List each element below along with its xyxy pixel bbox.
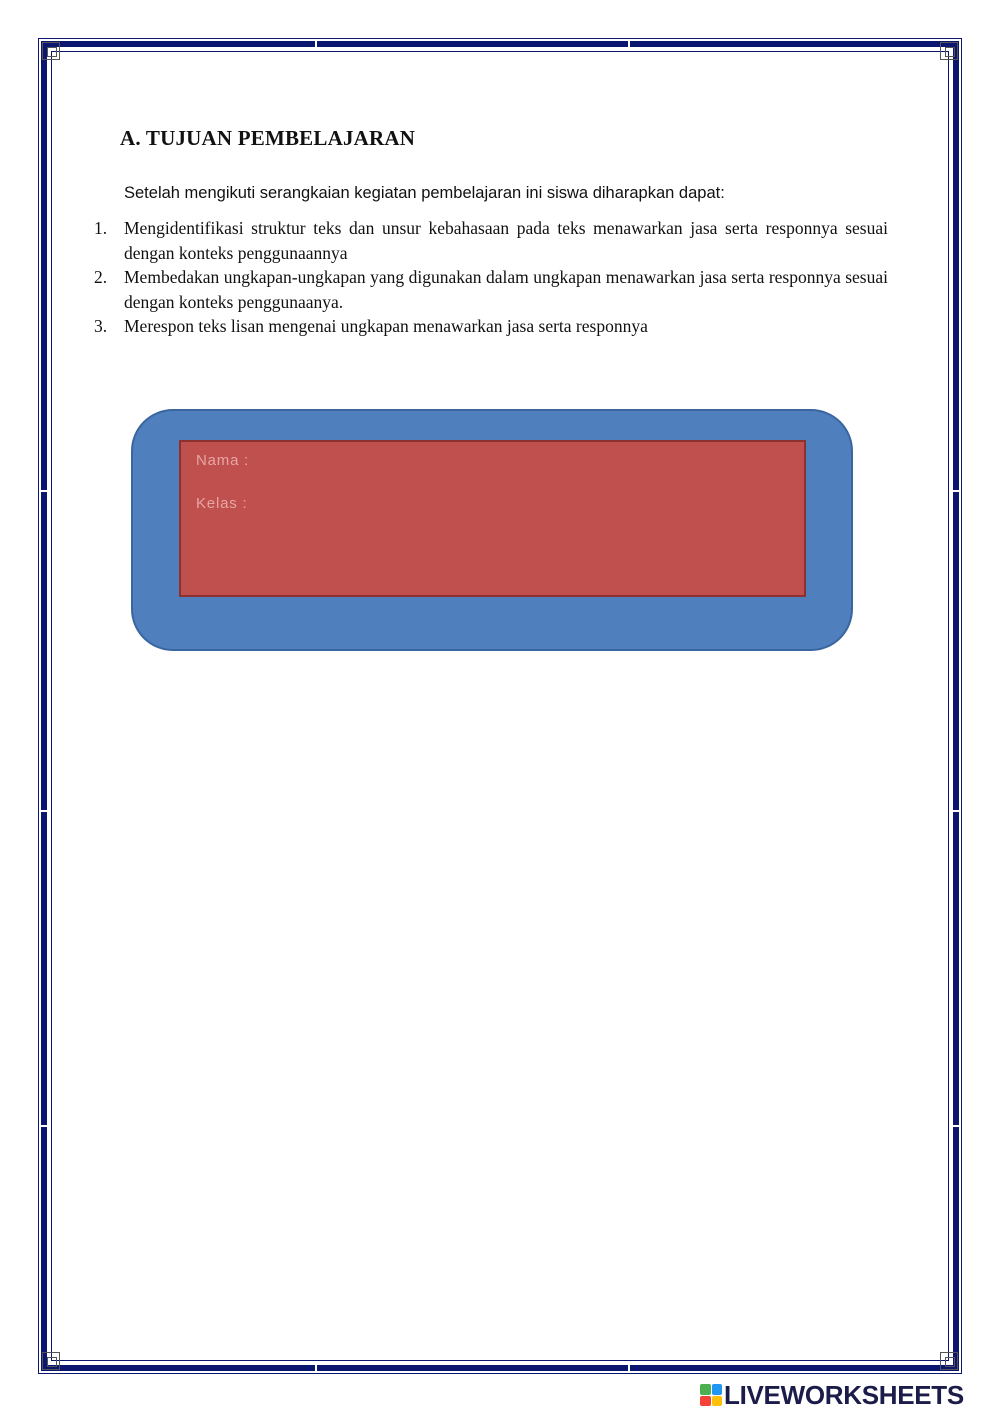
border-tick [315,41,317,47]
intro-text: Setelah mengikuti serangkaian kegiatan pembelajaran ini siswa diharapkan dapat: [124,184,725,202]
objective-item [88,314,888,339]
border-tick [628,41,630,47]
border-tick [628,1365,630,1371]
objective-number: 3. [94,316,108,336]
border-tick [41,1125,47,1127]
corner-ornament-icon [42,42,60,60]
corner-ornament-icon [940,42,958,60]
border-tick [315,1365,317,1371]
corner-ornament-icon [42,1352,60,1370]
liveworksheets-logo [700,1381,964,1409]
objective-number: 1. [94,218,108,238]
objective-text: Merespon teks lisan mengenai ungkapan menawarkan jasa serta responnya [124,316,648,336]
objective-number: 2. [94,267,108,287]
brand-name: LIVEWORKSHEETS [724,1379,964,1410]
border-tick [953,1125,959,1127]
section-heading: A. TUJUAN PEMBELAJARAN [120,126,416,150]
liveworksheets-logo-icon [700,1384,722,1406]
corner-ornament-icon [940,1352,958,1370]
student-info-panel[interactable] [179,440,806,597]
class-field-label: Kelas : [196,495,248,512]
objective-item [88,265,888,314]
objectives-list [88,216,888,339]
border-tick [41,810,47,812]
border-tick [41,490,47,492]
objective-text: Mengidentifikasi struktur teks dan unsur kebahasaan pada teks menawarkan jasa serta responnya sesuai dengan konteks penggunaannya [124,218,888,263]
name-field-label: Nama : [196,452,250,469]
border-tick [953,490,959,492]
objective-text: Membedakan ungkapan-ungkapan yang digunakan dalam ungkapan menawarkan jasa serta responnya sesuai dengan konteks penggunaanya. [124,267,888,312]
border-tick [953,810,959,812]
objective-item [88,216,888,265]
